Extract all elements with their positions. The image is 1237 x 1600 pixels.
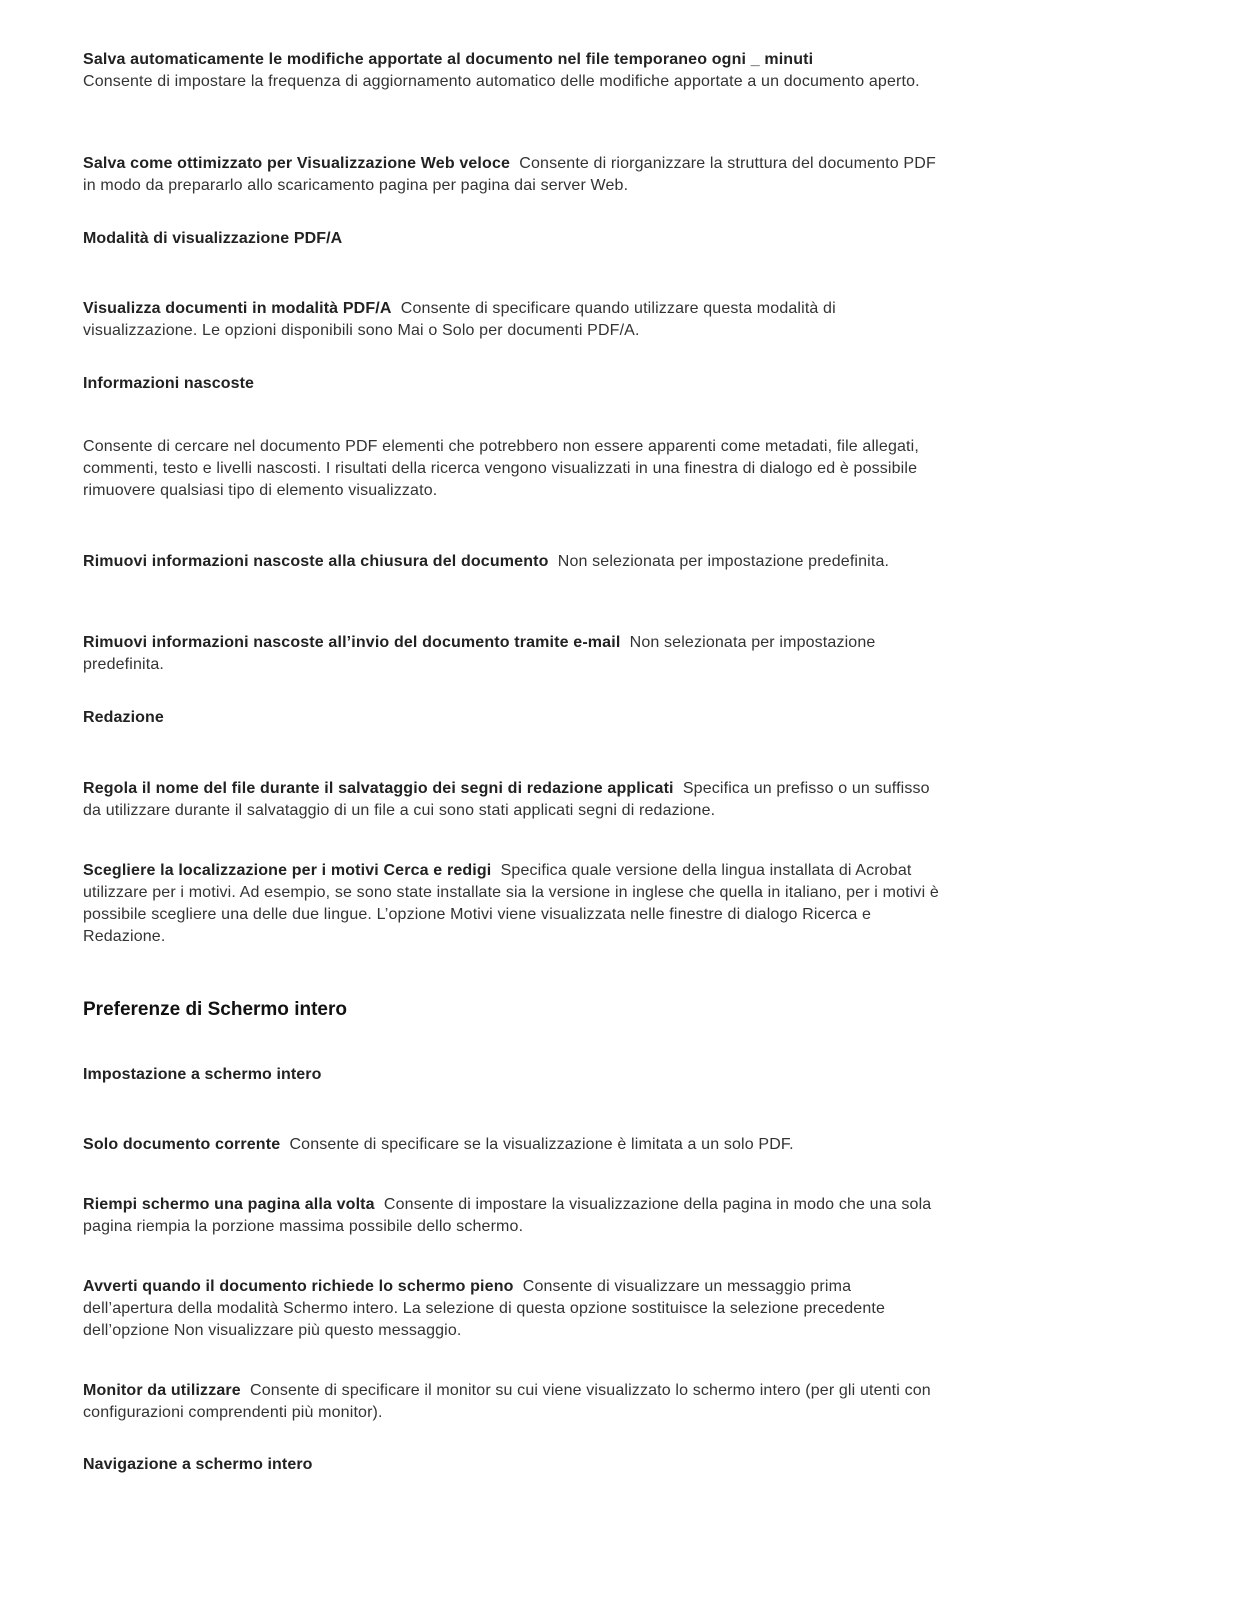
option-description: Specifica un prefisso o un suffisso da utilizzare durante il salvataggio di un file a cui sono stati applicati segni di redazione.	[83, 780, 930, 819]
subheading-pdfa-mode: Modalità di visualizzazione PDF/A	[83, 230, 343, 247]
option-description: Consente di impostare la frequenza di aggiornamento automatico delle modifiche apportate a un documento aperto.	[83, 73, 920, 90]
subheading-fullscreen-navigation: Navigazione a schermo intero	[83, 1456, 313, 1473]
option-remove-on-email	[83, 632, 943, 676]
option-description: Specifica quale versione della lingua installata di Acrobat utilizzare per i motivi. Ad esempio, se sono state installate sia la versione in inglese che quella in italiano, per i motivi è possibile scegliere una delle due lingue. L’opzione Motivi viene visualizzata nelle finestre di dialogo Ricerca e Redazione.	[83, 862, 939, 945]
option-description: Consente di specificare quando utilizzare questa modalità di visualizzazione. Le opzioni disponibili sono Mai o Solo per documenti PDF/A.	[83, 300, 836, 339]
option-term: Monitor da utilizzare	[83, 1382, 241, 1399]
option-description: Non selezionata per impostazione predefinita.	[83, 634, 876, 673]
hidden-info-description	[83, 436, 943, 502]
option-description: Consente di specificare il monitor su cui viene visualizzato lo schermo intero (per gli utenti con configurazioni comprendenti più monitor).	[83, 1382, 931, 1421]
option-term: Rimuovi informazioni nascoste all’invio del documento tramite e-mail	[83, 634, 621, 651]
option-description: Consente di specificare se la visualizzazione è limitata a un solo PDF.	[289, 1136, 794, 1153]
option-term: Visualizza documenti in modalità PDF/A	[83, 300, 392, 317]
option-term: Scegliere la localizzazione per i motivi Cerca e redigi	[83, 862, 492, 879]
option-current-document-only	[83, 1134, 943, 1156]
option-fast-web-view	[83, 153, 943, 197]
option-term: Salva come ottimizzato per Visualizzazione Web veloce	[83, 155, 511, 172]
option-monitor	[83, 1380, 943, 1424]
subheading-fullscreen-setup: Impostazione a schermo intero	[83, 1066, 322, 1083]
option-redaction-locale	[83, 860, 943, 948]
option-term: Avverti quando il documento richiede lo schermo pieno	[83, 1278, 514, 1295]
option-term: Rimuovi informazioni nascoste alla chiusura del documento	[83, 553, 549, 570]
option-term: Regola il nome del file durante il salvataggio dei segni di redazione applicati	[83, 780, 674, 797]
option-term: Riempi schermo una pagina alla volta	[83, 1196, 375, 1213]
subheading-redaction: Redazione	[83, 709, 164, 726]
option-alert-fullscreen	[83, 1276, 943, 1342]
subheading-hidden-info: Informazioni nascoste	[83, 375, 255, 392]
option-redaction-filename	[83, 778, 943, 822]
option-autosave	[83, 49, 943, 93]
option-fill-screen	[83, 1194, 943, 1238]
option-description: Consente di impostare la visualizzazione della pagina in modo che una sola pagina riempia la porzione massima possibile dello schermo.	[83, 1196, 932, 1235]
option-description: Consente di riorganizzare la struttura del documento PDF in modo da prepararlo allo scaricamento pagina per pagina dai server Web.	[83, 155, 936, 194]
option-description: Consente di visualizzare un messaggio prima dell’apertura della modalità Schermo intero. La selezione di questa opzione sostituisce la selezione precedente dell’opzione Non visualizzare più questo messaggio.	[83, 1278, 886, 1339]
option-remove-on-close	[83, 551, 943, 573]
section-heading-fullscreen: Preferenze di Schermo intero	[83, 999, 347, 1020]
option-description: Non selezionata per impostazione predefinita.	[557, 553, 890, 570]
option-term: Solo documento corrente	[83, 1136, 281, 1153]
paragraph-text: Consente di cercare nel documento PDF elementi che potrebbero non essere apparenti come metadati, file allegati, commenti, testo e livelli nascosti. I risultati della ricerca vengono visualizzati in una finestra di dialogo ed è possibile rimuovere qualsiasi tipo di elemento visualizzato.	[83, 438, 919, 499]
option-pdfa-view	[83, 298, 943, 342]
option-term: Salva automaticamente le modifiche apportate al documento nel file temporaneo ogni _ minuti	[83, 51, 814, 68]
